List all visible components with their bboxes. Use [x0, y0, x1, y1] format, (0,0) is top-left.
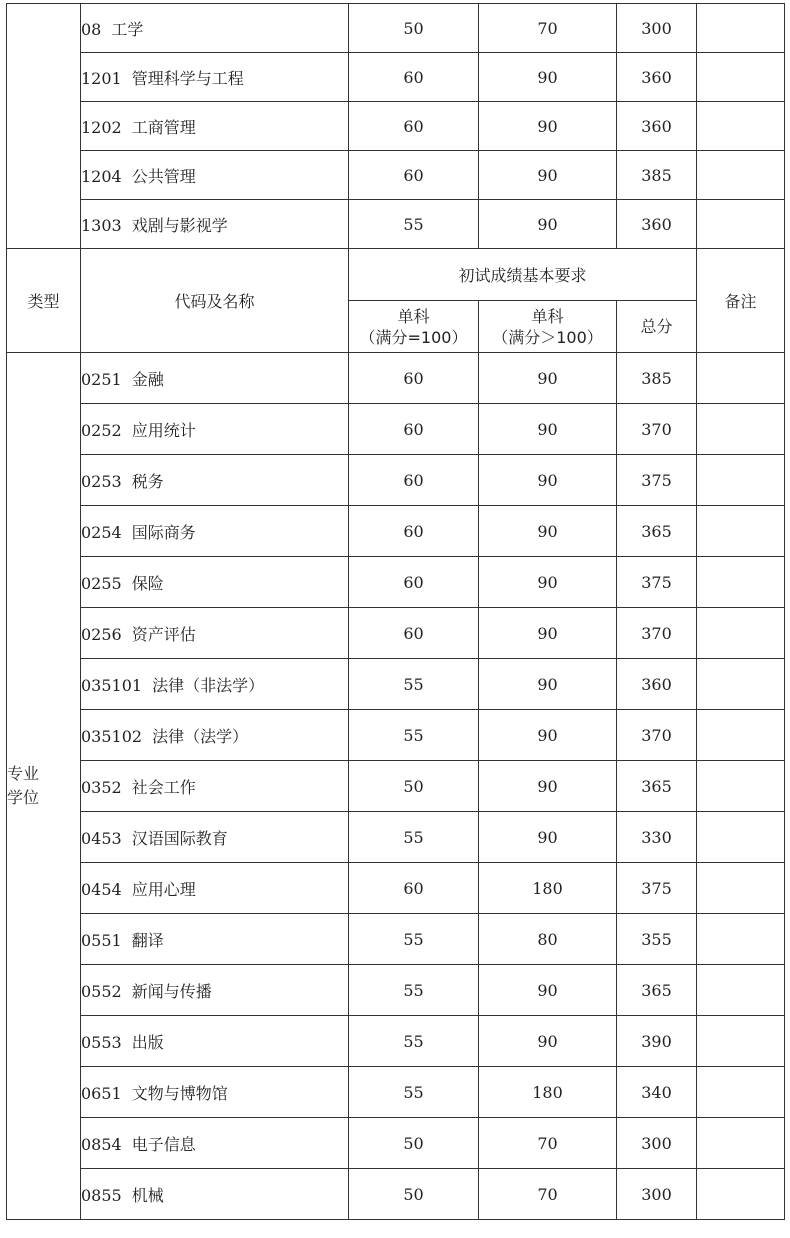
single-score-over-100: 90	[479, 151, 617, 200]
table-row	[7, 863, 785, 914]
header-remark: 备注	[697, 249, 785, 353]
category-cell: 专业 学位	[7, 353, 81, 1220]
remark-cell	[697, 506, 785, 557]
single-score-100: 55	[349, 965, 479, 1016]
table-row	[7, 557, 785, 608]
total-score: 370	[617, 608, 697, 659]
total-score: 375	[617, 863, 697, 914]
single-score-100: 55	[349, 200, 479, 249]
header-type: 类型	[7, 249, 81, 353]
single-score-over-100: 90	[479, 812, 617, 863]
code-name-cell	[81, 404, 349, 455]
professional-rows	[7, 353, 785, 1220]
program-code: 1201	[81, 68, 122, 88]
program-code: 0254	[81, 522, 122, 542]
single-score-over-100: 180	[479, 863, 617, 914]
total-score: 370	[617, 710, 697, 761]
program-code: 0454	[81, 879, 122, 899]
program-name: 应用统计	[131, 420, 196, 440]
table-row	[7, 102, 785, 151]
remark-cell	[697, 53, 785, 102]
code-name-cell	[81, 812, 349, 863]
program-code: 0253	[81, 471, 122, 491]
total-score: 360	[617, 53, 697, 102]
table-row	[7, 200, 785, 249]
single-score-over-100: 70	[479, 1169, 617, 1220]
table-row	[7, 151, 785, 200]
code-name-cell	[81, 455, 349, 506]
program-name: 管理科学与工程	[131, 68, 244, 88]
single-score-over-100: 90	[479, 659, 617, 710]
code-name-cell	[81, 1067, 349, 1118]
single-score-over-100: 90	[479, 761, 617, 812]
program-name: 资产评估	[131, 624, 196, 644]
total-score: 360	[617, 659, 697, 710]
remark-cell	[697, 102, 785, 151]
program-code: 0352	[81, 777, 122, 797]
total-score: 360	[617, 102, 697, 151]
remark-cell	[697, 4, 785, 53]
total-score: 390	[617, 1016, 697, 1067]
code-name-cell	[81, 1016, 349, 1067]
program-code: 0255	[81, 573, 122, 593]
table-row	[7, 353, 785, 404]
program-code: 0855	[81, 1185, 122, 1205]
table-row	[7, 4, 785, 53]
code-name-cell	[81, 4, 349, 53]
total-score: 365	[617, 965, 697, 1016]
code-name-cell	[81, 200, 349, 249]
program-name: 翻译	[131, 930, 164, 950]
single-score-100: 50	[349, 1169, 479, 1220]
total-score: 375	[617, 557, 697, 608]
single-score-100: 60	[349, 557, 479, 608]
program-code: 0551	[81, 930, 122, 950]
remark-cell	[697, 151, 785, 200]
program-name: 文物与博物馆	[131, 1083, 228, 1103]
program-name: 戏剧与影视学	[131, 215, 228, 235]
single-score-100: 60	[349, 353, 479, 404]
header-total: 总分	[617, 301, 697, 353]
program-code: 035101	[81, 675, 143, 695]
single-score-100: 55	[349, 710, 479, 761]
single-score-100: 60	[349, 863, 479, 914]
single-score-over-100: 90	[479, 557, 617, 608]
program-code: 0552	[81, 981, 122, 1001]
code-name-cell	[81, 863, 349, 914]
total-score: 365	[617, 506, 697, 557]
table-row	[7, 710, 785, 761]
single-score-100: 60	[349, 455, 479, 506]
code-name-cell	[81, 914, 349, 965]
program-code: 0553	[81, 1032, 122, 1052]
single-score-100: 60	[349, 53, 479, 102]
single-score-over-100: 90	[479, 200, 617, 249]
header-code-name: 代码及名称	[81, 249, 349, 353]
single-score-100: 50	[349, 4, 479, 53]
single-score-100: 55	[349, 1016, 479, 1067]
single-score-over-100: 90	[479, 710, 617, 761]
table-row	[7, 965, 785, 1016]
code-name-cell	[81, 557, 349, 608]
table-row	[7, 1067, 785, 1118]
program-name: 工商管理	[131, 117, 196, 137]
single-score-over-100: 90	[479, 404, 617, 455]
program-name: 电子信息	[131, 1134, 196, 1154]
single-score-100: 55	[349, 1067, 479, 1118]
single-score-over-100: 90	[479, 608, 617, 659]
program-code: 1202	[81, 117, 122, 137]
program-name: 出版	[131, 1032, 164, 1052]
program-name: 法律（法学）	[152, 726, 249, 746]
total-score: 300	[617, 1118, 697, 1169]
remark-cell	[697, 710, 785, 761]
single-score-100: 50	[349, 1118, 479, 1169]
remark-cell	[697, 1169, 785, 1220]
table-row	[7, 914, 785, 965]
remark-cell	[697, 353, 785, 404]
program-code: 1303	[81, 215, 122, 235]
table-row	[7, 455, 785, 506]
code-name-cell	[81, 53, 349, 102]
total-score: 360	[617, 200, 697, 249]
table-row	[7, 53, 785, 102]
remark-cell	[697, 863, 785, 914]
single-score-100: 50	[349, 761, 479, 812]
single-score-100: 55	[349, 659, 479, 710]
single-score-100: 60	[349, 102, 479, 151]
single-score-over-100: 90	[479, 53, 617, 102]
table-row	[7, 1016, 785, 1067]
code-name-cell	[81, 1169, 349, 1220]
single-score-over-100: 90	[479, 353, 617, 404]
program-code: 035102	[81, 726, 143, 746]
remark-cell	[697, 608, 785, 659]
program-name: 金融	[131, 369, 164, 389]
code-name-cell	[81, 353, 349, 404]
code-name-cell	[81, 1118, 349, 1169]
table-row	[7, 404, 785, 455]
remark-cell	[697, 557, 785, 608]
single-score-100: 60	[349, 404, 479, 455]
code-name-cell	[81, 710, 349, 761]
table-row	[7, 506, 785, 557]
single-score-over-100: 90	[479, 1016, 617, 1067]
remark-cell	[697, 404, 785, 455]
total-score: 340	[617, 1067, 697, 1118]
single-score-over-100: 70	[479, 1118, 617, 1169]
single-score-100: 55	[349, 914, 479, 965]
program-name: 社会工作	[131, 777, 196, 797]
program-name: 机械	[131, 1185, 164, 1205]
header-single-100: 单科 （满分=100）	[349, 301, 479, 353]
header-requirement: 初试成绩基本要求	[349, 249, 697, 301]
single-score-over-100: 180	[479, 1067, 617, 1118]
program-name: 工学	[111, 19, 144, 39]
header-single-over-100: 单科 （满分＞100）	[479, 301, 617, 353]
total-score: 300	[617, 4, 697, 53]
program-code: 0854	[81, 1134, 122, 1154]
table-row	[7, 659, 785, 710]
single-score-100: 60	[349, 506, 479, 557]
program-name: 汉语国际教育	[131, 828, 228, 848]
program-code: 08	[81, 19, 102, 39]
code-name-cell	[81, 102, 349, 151]
single-score-over-100: 90	[479, 102, 617, 151]
total-score: 370	[617, 404, 697, 455]
single-score-100: 60	[349, 151, 479, 200]
code-name-cell	[81, 506, 349, 557]
program-code: 0252	[81, 420, 122, 440]
code-name-cell	[81, 761, 349, 812]
table-row	[7, 812, 785, 863]
program-name: 保险	[131, 573, 164, 593]
program-code: 0453	[81, 828, 122, 848]
table-header	[7, 249, 785, 353]
program-name: 新闻与传播	[131, 981, 212, 1001]
total-score: 330	[617, 812, 697, 863]
remark-cell	[697, 659, 785, 710]
remark-cell	[697, 1016, 785, 1067]
remark-cell	[697, 914, 785, 965]
single-score-over-100: 90	[479, 455, 617, 506]
single-score-100: 55	[349, 812, 479, 863]
remark-cell	[697, 1118, 785, 1169]
program-name: 应用心理	[131, 879, 196, 899]
single-score-100: 60	[349, 608, 479, 659]
code-name-cell	[81, 608, 349, 659]
total-score: 355	[617, 914, 697, 965]
single-score-over-100: 90	[479, 965, 617, 1016]
table-row	[7, 1169, 785, 1220]
total-score: 385	[617, 151, 697, 200]
program-code: 0251	[81, 369, 122, 389]
program-name: 税务	[131, 471, 164, 491]
remark-cell	[697, 200, 785, 249]
total-score: 300	[617, 1169, 697, 1220]
table-row	[7, 1118, 785, 1169]
single-score-over-100: 80	[479, 914, 617, 965]
code-name-cell	[81, 965, 349, 1016]
single-score-over-100: 70	[479, 4, 617, 53]
total-score: 365	[617, 761, 697, 812]
remark-cell	[697, 1067, 785, 1118]
score-requirements-table	[6, 3, 785, 1220]
remark-cell	[697, 965, 785, 1016]
program-code: 1204	[81, 166, 122, 186]
category-cell	[7, 4, 81, 249]
program-name: 法律（非法学）	[152, 675, 265, 695]
remark-cell	[697, 812, 785, 863]
total-score: 375	[617, 455, 697, 506]
program-code: 0651	[81, 1083, 122, 1103]
table-row	[7, 608, 785, 659]
code-name-cell	[81, 659, 349, 710]
remark-cell	[697, 455, 785, 506]
program-name: 公共管理	[131, 166, 196, 186]
total-score: 385	[617, 353, 697, 404]
code-name-cell	[81, 151, 349, 200]
single-score-over-100: 90	[479, 506, 617, 557]
program-code: 0256	[81, 624, 122, 644]
academic-rows	[7, 4, 785, 249]
table-row	[7, 761, 785, 812]
remark-cell	[697, 761, 785, 812]
program-name: 国际商务	[131, 522, 196, 542]
